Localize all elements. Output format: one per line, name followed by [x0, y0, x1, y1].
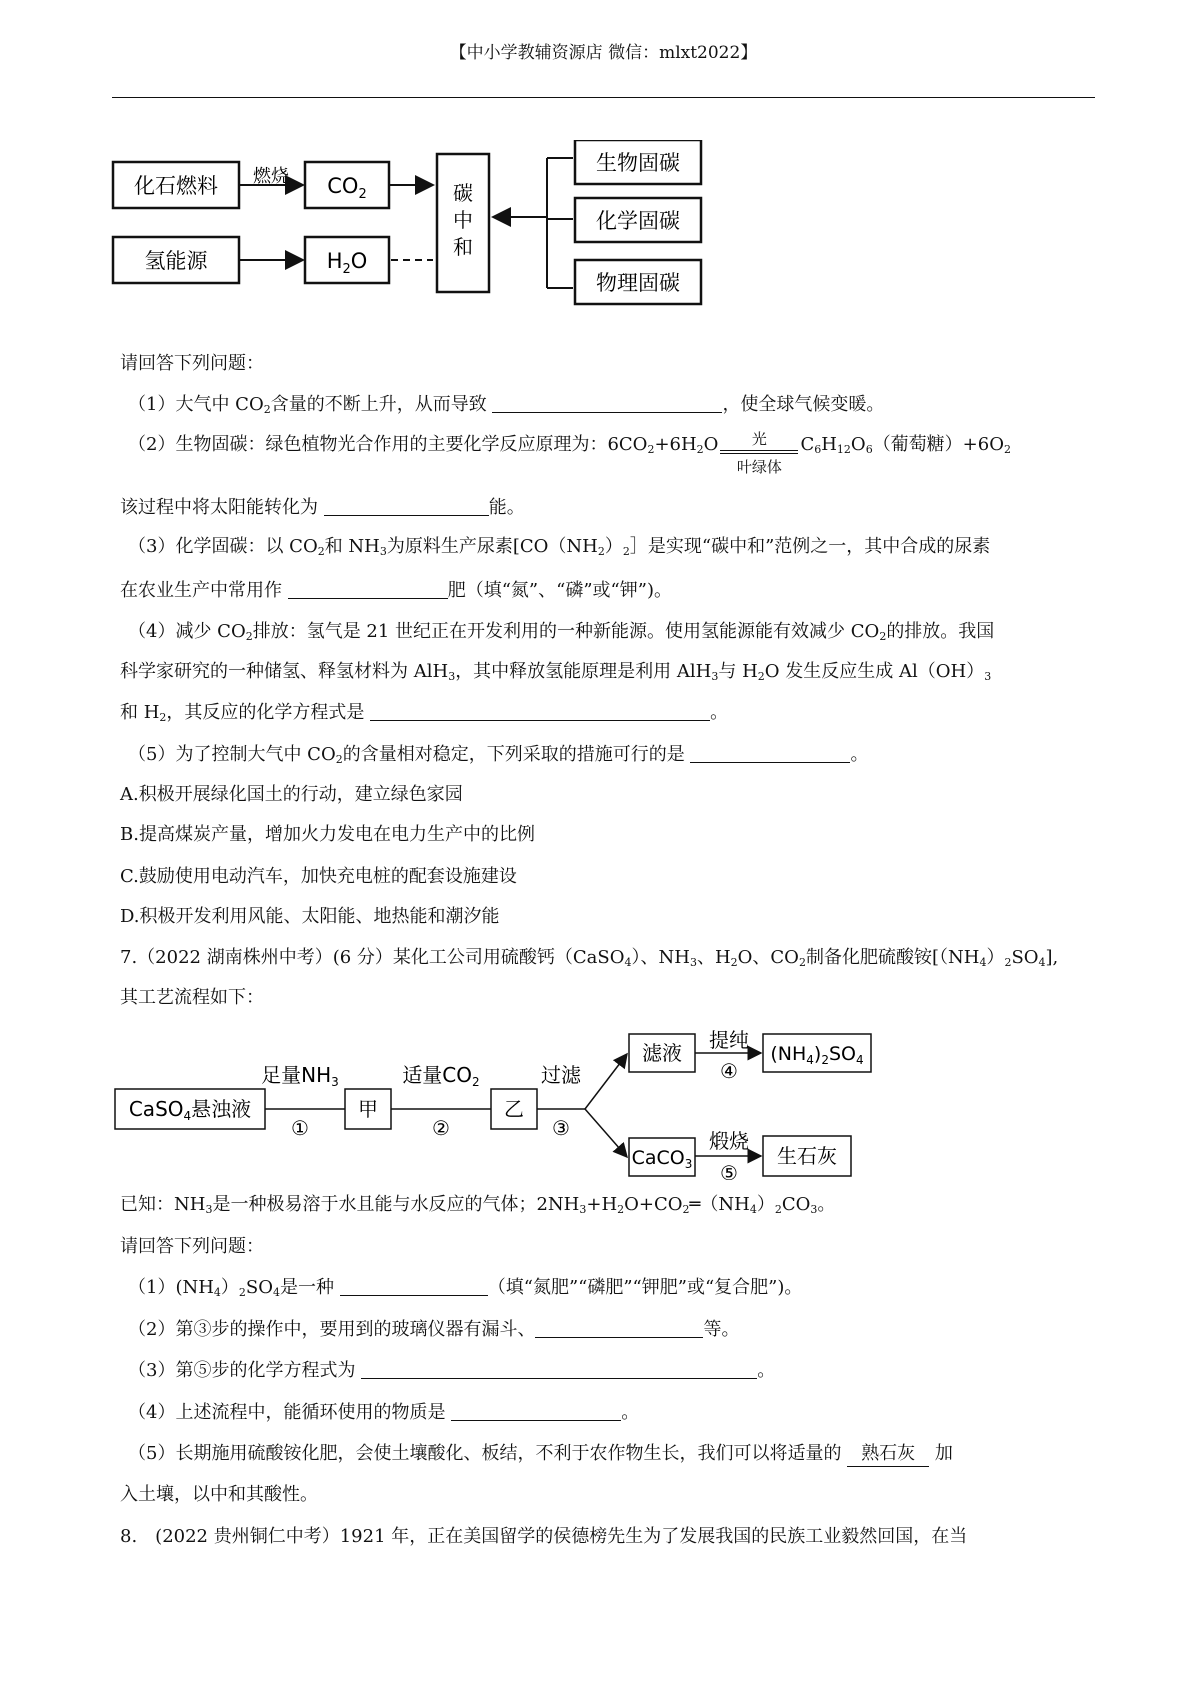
svg-text:甲: 甲 [358, 1097, 378, 1121]
q7-intro: 请回答下列问题： [120, 1236, 264, 1257]
q6-part4-cont: 科学家研究的一种储氢、释氢材料为 AlH$_3$，其中释放氢能原理是利用 AlH$_3$与 $H_2O$ 发生反应生成 $Al(OH)_3$ [120, 661, 992, 683]
q6-part3-cont: 在农业生产中常用作 肥（填“氮”、“磷”或“钾”)。 [120, 580, 672, 601]
phys-fixation-box [575, 260, 701, 304]
svg-text:滤液: 滤液 [642, 1041, 682, 1065]
q6-intro: 请回答下列问题： [120, 353, 264, 374]
carbon-neutral-diagram [105, 140, 795, 340]
jia-box [345, 1089, 391, 1129]
chem-fixation-box [575, 198, 701, 242]
hydrogen-label: 氢能源 [144, 249, 208, 273]
burn-label: 燃烧 [253, 166, 289, 187]
reaction-condition: 光 叶绿体 [720, 433, 798, 457]
fossil-fuel-label: 化石燃料 [134, 174, 218, 198]
q8-title: 8. (2022 贵州铜仁中考）1921 年，正在美国留学的侯德榜先生为了发展我国的民族工业毅然回国，在当 [120, 1526, 968, 1547]
q7-title: 7.（2022 湖南株州中考）(6 分）某化工公司用硫酸钙（CaSO$_4$）、$NH_3$、$H_2O$、$CO_2$制备化肥硫酸铵$[(NH_4)_2SO_4]$, [120, 947, 1059, 969]
svg-text:H2O: $H_2O$ [326, 249, 368, 277]
filtrate-box [629, 1034, 695, 1072]
q7-part5: （5）长期施用硫酸铵化肥，会使土壤酸化、板结，不利于农作物生长，我们可以将适量的 熟石灰 加 [128, 1442, 953, 1467]
svg-text:足量NH3: 足量$NH_3$ [261, 1063, 339, 1089]
q6-option-b: B.提高煤炭产量，增加火力发电在电力生产中的比例 [120, 824, 535, 845]
q6-part2-cont: 该过程中将太阳能转化为 能。 [120, 497, 525, 518]
q6-option-c: C.鼓励使用电动汽车，加快充电桩的配套设施建设 [120, 866, 517, 887]
q6-part4: （4）减少 $CO_2$排放：氢气是 21 世纪正在开发利用的一种新能源。使用氢能源能有效减少 $CO_2$的排放。我国 [128, 621, 995, 643]
svg-text:碳: 碳 [453, 181, 473, 205]
q7-blank3[interactable] [361, 1358, 757, 1379]
q6-option-d: D.积极开发利用风能、太阳能、地热能和潮汐能 [120, 906, 500, 927]
carbon-neutral-box [437, 154, 489, 292]
start-box [115, 1089, 265, 1129]
yi-box [491, 1089, 537, 1129]
q7-part1: $(1)(NH_4)_2SO_4$是一种 （填“氮肥”“磷肥”“钾肥”或“复合肥”)。 [128, 1277, 803, 1299]
q6-part1: （1）大气中 $CO_2$含量的不断上升，从而导致 ，使全球气候变暖。 [128, 394, 885, 416]
q7-blank1[interactable] [340, 1275, 488, 1296]
svg-text:CO2: $CO_2$ [327, 174, 367, 202]
q6-blank4[interactable] [370, 700, 710, 721]
q7-known: 已知：$NH_3$是一种极易溶于水且能与水反应的气体；$2NH_3+H_2O+CO_2═(NH_4)_2CO_3$。 [120, 1194, 836, 1216]
svg-text:(NH4)2SO4: $(NH_4)_2SO_4$ [770, 1043, 864, 1067]
svg-text:④: ④ [720, 1059, 738, 1083]
q7-part5-cont: 入土壤，以中和其酸性。 [120, 1484, 318, 1505]
svg-text:和: 和 [453, 235, 473, 259]
svg-text:化学固碳: 化学固碳 [596, 209, 680, 233]
svg-text:生物固碳: 生物固碳 [596, 151, 680, 175]
q6-blank2[interactable] [324, 495, 489, 516]
q6-part2: （2）生物固碳：绿色植物光合作用的主要化学反应原理为：$6CO_2+6H_2O$ 光 叶绿体 $C_6H_{12}O_6$（葡萄糖）$+6O_2$ [128, 430, 1011, 476]
svg-text:煅烧: 煅烧 [709, 1129, 749, 1153]
q6-part5: （5）为了控制大气中 $CO_2$的含量相对稳定，下列采取的措施可行的是 。 [128, 744, 869, 766]
product-box [763, 1034, 871, 1072]
fossil-fuel-box [113, 162, 239, 208]
q7-blank2[interactable] [535, 1317, 703, 1338]
svg-text:乙: 乙 [504, 1097, 524, 1121]
svg-text:③: ③ [552, 1116, 570, 1140]
process-flow-diagram [105, 1022, 965, 1180]
q7-blank4[interactable] [451, 1400, 621, 1421]
q6-blank3[interactable] [288, 578, 448, 599]
svg-text:适量CO2: 适量$CO_2$ [402, 1063, 480, 1089]
q6-part3: （3）化学固碳：以 $CO_2$和 $NH_3$为原料生产尿素[$CO(NH_2)_2]$是实现“碳中和”范例之一，其中合成的尿素 [128, 536, 991, 558]
hydrogen-box [113, 237, 239, 283]
h2o-box [305, 237, 389, 283]
bio-fixation-box [575, 140, 701, 184]
q7-answer5: 熟石灰 [847, 1442, 929, 1467]
q6-option-a: A.积极开展绿化国土的行动，建立绿色家园 [120, 784, 463, 805]
q7-part4: （4）上述流程中，能循环使用的物质是 。 [128, 1402, 640, 1423]
co2-box [305, 162, 389, 208]
svg-text:提纯: 提纯 [709, 1028, 749, 1052]
q6-part4-cont2: 和 $H_2$，其反应的化学方程式是 。 [120, 702, 729, 724]
q6-blank5[interactable] [690, 742, 850, 763]
svg-text:中: 中 [453, 208, 473, 232]
caco3-box [629, 1138, 695, 1176]
svg-text:生石灰: 生石灰 [777, 1144, 837, 1168]
q7-title-cont: 其工艺流程如下： [120, 987, 264, 1008]
q6-blank1[interactable] [492, 392, 722, 413]
page-header: 【中小学教辅资源店 微信：mlxt2022】 [449, 43, 758, 63]
svg-text:①: ① [291, 1116, 309, 1140]
q7-part2: （2）第③步的操作中，要用到的玻璃仪器有漏斗、 等。 [128, 1319, 740, 1340]
svg-text:②: ② [432, 1116, 450, 1140]
svg-text:物理固碳: 物理固碳 [596, 271, 680, 295]
lime-box [763, 1136, 851, 1176]
header-rule [112, 97, 1095, 98]
svg-text:CaSO4悬浊液: CaSO$_4$悬浊液 [128, 1097, 252, 1123]
svg-text:⑤: ⑤ [720, 1161, 738, 1180]
q7-part3: （3）第⑤步的化学方程式为 。 [128, 1360, 776, 1381]
svg-text:过滤: 过滤 [541, 1063, 581, 1087]
svg-text:CaCO3: CaCO$_3$ [631, 1147, 693, 1171]
